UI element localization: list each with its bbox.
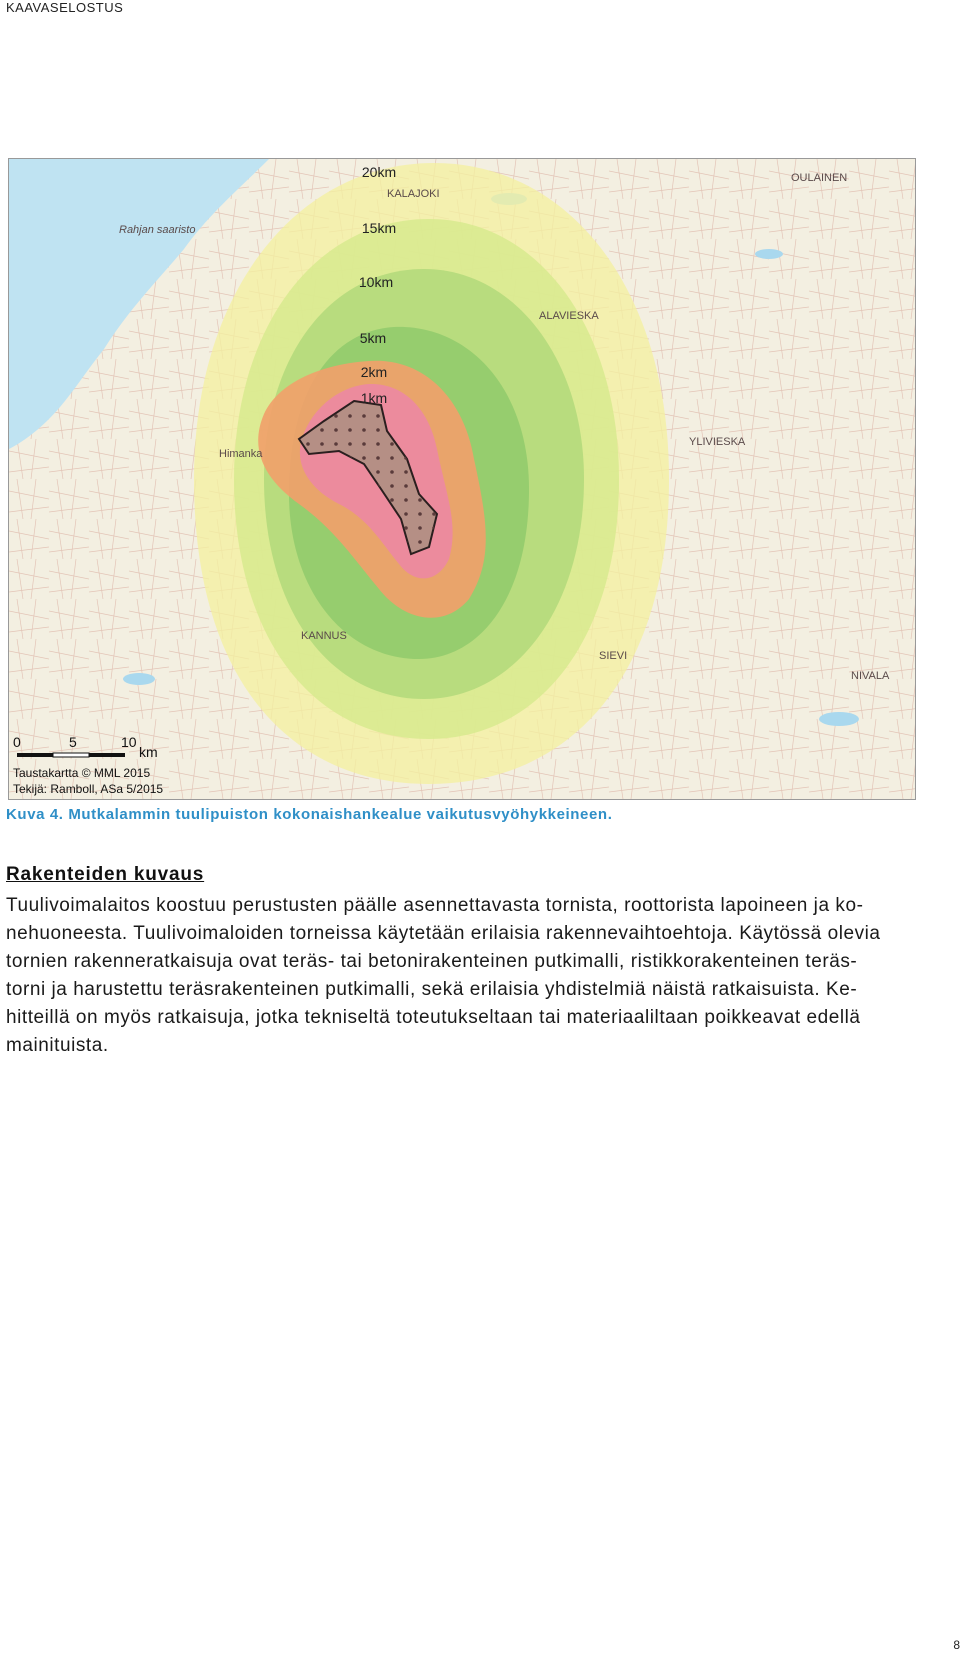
place-himanka: Himanka — [219, 448, 263, 460]
ring-label-2km: 2km — [360, 364, 388, 380]
body-line: torni ja harustettu teräsrakenteinen putkimalli, sekä erilaisia yhdistelmiä näistä ratkaisuista. Ke- — [6, 979, 858, 1000]
place-nivala: NIVALA — [851, 670, 890, 682]
section-body — [6, 892, 960, 1060]
body-line: tornien rakenneratkaisuja ovat teräs- tai betonirakenteinen putkimalli, ristikkorakenteinen teräs- — [6, 951, 858, 972]
place-oulainen: OULAINEN — [791, 172, 848, 184]
figure-caption: Kuva 4. Mutkalammin tuulipuiston kokonaishankealue vaikutusvyöhykkeineen. — [6, 806, 613, 823]
ring-label-10km: 10km — [358, 274, 394, 290]
place-kalajoki: KALAJOKI — [387, 188, 440, 200]
ring-label-15km: 15km — [361, 220, 397, 236]
body-line: hitteillä on myös ratkaisuja, jotka tekniseltä toteutukseltaan tai materiaaliltaan poikkeavat edellä — [6, 1007, 861, 1028]
place-alavieska: ALAVIESKA — [539, 310, 599, 322]
section-title: Rakenteiden kuvaus — [6, 864, 205, 885]
ring-label-5km: 5km — [359, 330, 387, 346]
body-line: Tuulivoimalaitos koostuu perustusten päälle asennettavasta tornista, roottorista lapoineen ja ko- — [6, 895, 864, 916]
scale-tick-10: 10 — [121, 734, 137, 750]
map-credit-basemap: Taustakartta © MML 2015 — [13, 766, 151, 780]
map-credit-author: Tekijä: Ramboll, ASa 5/2015 — [13, 782, 164, 796]
scale-unit: km — [139, 744, 158, 760]
ring-label-1km: 1km — [360, 390, 388, 406]
place-sievi: SIEVI — [599, 650, 628, 662]
map-svg — [9, 159, 915, 799]
document-header: KAAVASELOSTUS — [6, 0, 124, 15]
lake — [123, 673, 155, 685]
lake — [755, 249, 783, 259]
ring-label-20km: 20km — [361, 164, 397, 180]
place-kannus: KANNUS — [301, 630, 347, 642]
impact-zone-map — [8, 158, 916, 800]
place-rahja: Rahjan saaristo — [119, 224, 196, 236]
lake — [819, 712, 859, 726]
page-number: 8 — [953, 1638, 960, 1652]
place-ylivieska: YLIVIESKA — [689, 436, 746, 448]
scale-tick-5: 5 — [69, 734, 77, 750]
scale-tick-0: 0 — [13, 734, 21, 750]
body-line: mainituista. — [6, 1035, 109, 1056]
body-line: nehuoneesta. Tuulivoimaloiden torneissa käytetään erilaisia rakennevaihtoehtoja. Käytössä olevia — [6, 923, 881, 944]
